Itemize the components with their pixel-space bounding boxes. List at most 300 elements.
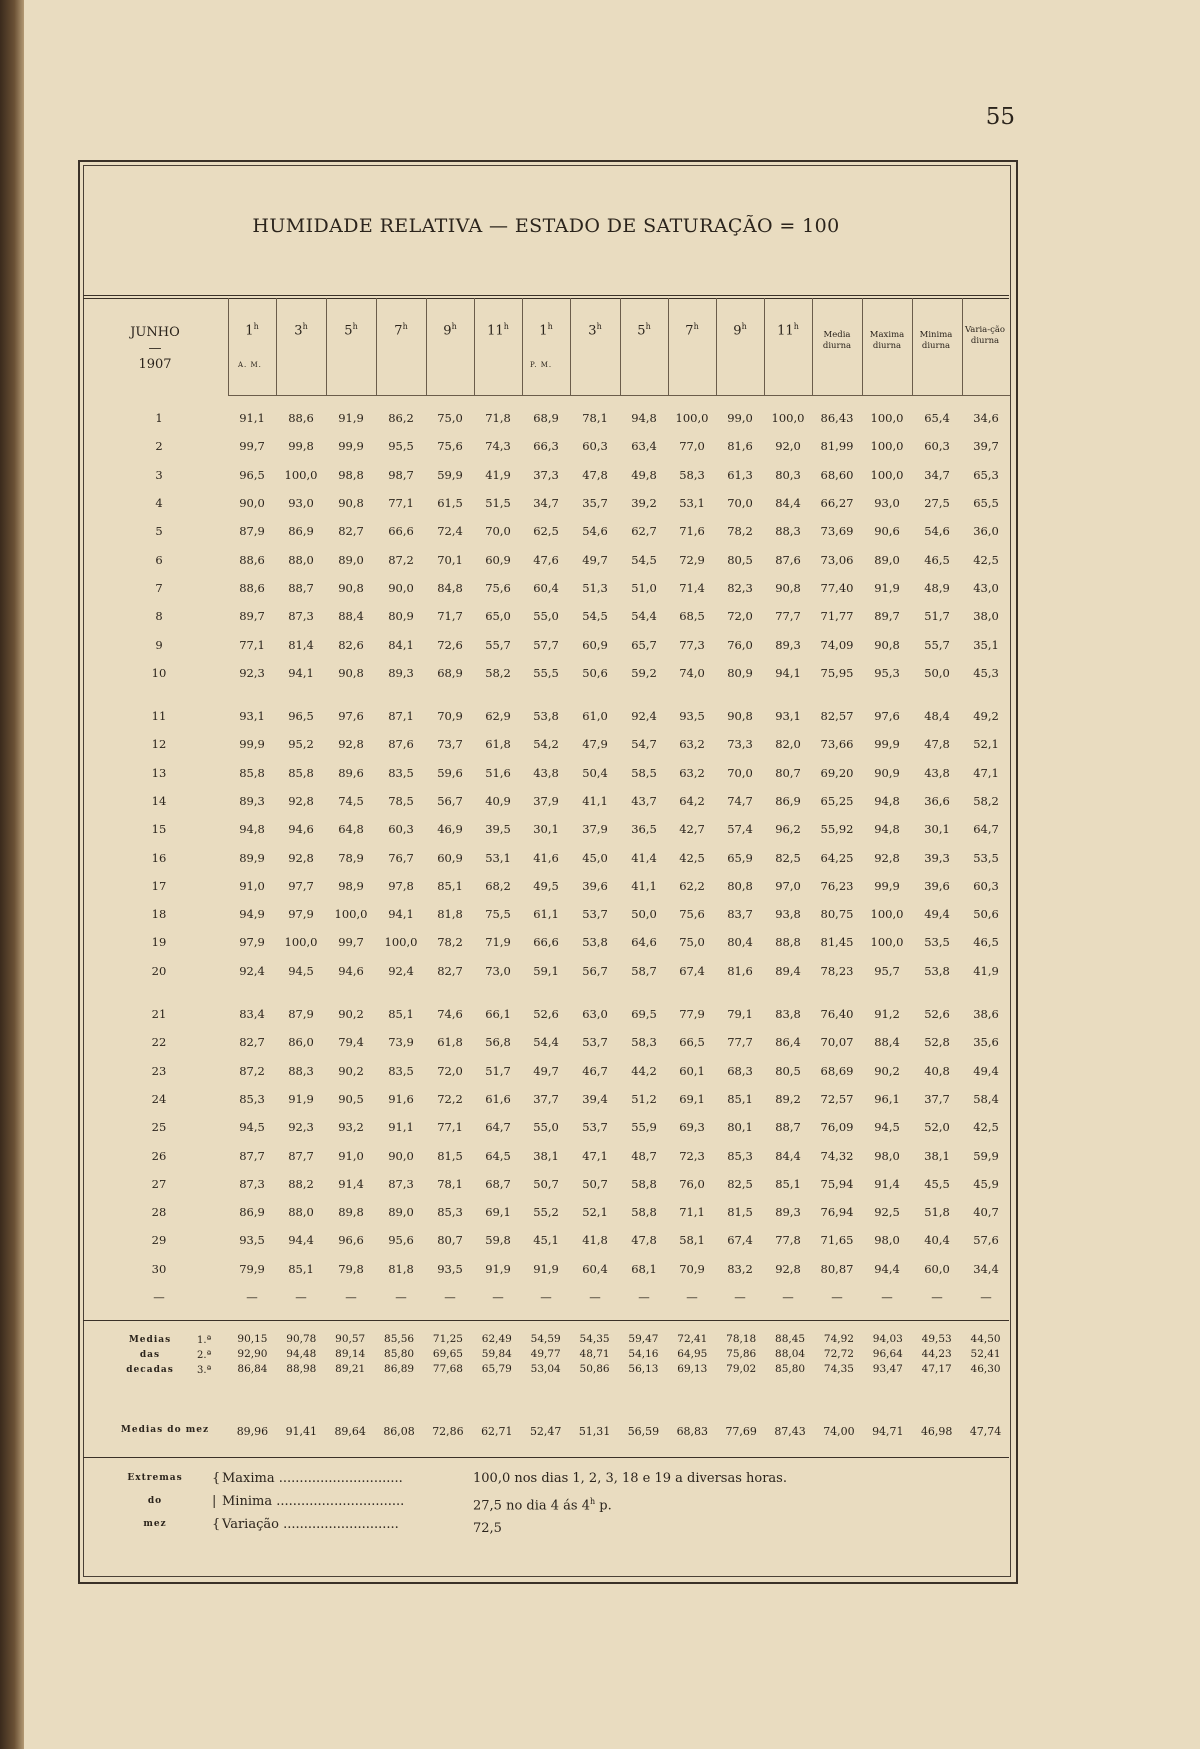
decade-cell: 79,02: [726, 1362, 757, 1375]
table-cell: 78,5: [388, 794, 414, 808]
table-cell: 61,5: [437, 496, 463, 511]
table-row: [90, 1198, 1010, 1226]
month-mean-cell: 89,64: [334, 1424, 366, 1438]
table-cell: 85,8: [288, 765, 314, 780]
table-row: [90, 872, 1010, 900]
table-cell: 79,8: [338, 1261, 364, 1276]
table-cell: 90,6: [874, 524, 900, 539]
table-cell: 94,5: [874, 1120, 900, 1135]
decade-cell: 47,17: [921, 1362, 952, 1375]
hour-header-1: 1$^h$: [245, 322, 259, 339]
table-cell: 39,6: [924, 878, 950, 893]
decade-cell: 53,04: [530, 1362, 561, 1375]
decade-cell: 89,21: [335, 1362, 366, 1375]
table-cell: 71,77: [820, 609, 854, 624]
table-row: [90, 659, 1010, 687]
table-cell: 74,09: [820, 637, 854, 652]
table-cell: 53,5: [924, 935, 950, 950]
table-cell: 68,7: [485, 1176, 511, 1191]
table-cell: 51,7: [924, 609, 950, 624]
decade-ordinal-2: 2.ª: [197, 1350, 212, 1361]
table-cell: 34,6: [973, 411, 999, 426]
table-row: [90, 574, 1010, 602]
table-cell: 51,2: [631, 1091, 657, 1106]
table-cell: 72,2: [437, 1091, 463, 1106]
table-cell: 92,3: [288, 1120, 314, 1135]
table-cell: 74,7: [727, 794, 753, 808]
month-header: [100, 325, 210, 373]
decade-cell: 71,25: [432, 1332, 463, 1345]
table-cell: 59,9: [437, 467, 463, 482]
table-cell: 72,4: [437, 524, 463, 539]
table-cell: 52,0: [924, 1120, 950, 1135]
day-number: 20: [151, 963, 167, 978]
table-cell: 64,7: [485, 1120, 511, 1135]
table-cell: 70,0: [485, 524, 511, 539]
table-cell: 79,9: [239, 1261, 265, 1276]
table-cell: 55,7: [485, 637, 511, 652]
decade-cell: 92,90: [237, 1347, 268, 1360]
table-cell: 49,4: [924, 907, 950, 922]
table-row: [90, 702, 1010, 730]
decade-row: [228, 1346, 1010, 1361]
table-cell: 94,9: [239, 907, 265, 922]
table-cell: 78,9: [338, 850, 364, 865]
table-cell: 51,0: [631, 580, 657, 595]
table-cell: 91,4: [338, 1176, 364, 1191]
table-cell: 93,8: [775, 907, 801, 922]
table-cell: 49,8: [631, 467, 657, 482]
table-cell: 37,3: [533, 467, 559, 482]
table-cell: 75,6: [485, 580, 511, 595]
table-cell: 75,6: [679, 907, 705, 922]
dash-cell: —: [831, 1290, 843, 1305]
minima-value-text: 27,5 no dia 4 ás 4: [473, 1498, 590, 1514]
table-cell: 60,0: [924, 1261, 950, 1276]
decade-cell: 90,78: [286, 1332, 317, 1345]
table-cell: 93,0: [874, 496, 900, 511]
decade-cell: 49,77: [530, 1347, 561, 1360]
table-cell: 88,4: [338, 609, 364, 624]
table-cell: 82,7: [437, 963, 463, 978]
leader-dots: ..............................: [274, 1471, 403, 1486]
table-cell: 94,1: [388, 907, 414, 922]
dash-cell: —: [980, 1290, 992, 1305]
table-cell: 94,8: [874, 794, 900, 808]
table-cell: 82,5: [775, 850, 801, 865]
decade-cell: 50,86: [579, 1362, 610, 1375]
table-cell: 100,0: [870, 935, 904, 950]
table-cell: 89,3: [388, 665, 414, 680]
extremes-brace: { | {: [212, 1471, 221, 1532]
table-cell: 81,6: [727, 439, 753, 454]
table-cell: 72,57: [820, 1091, 854, 1106]
table-cell: 64,5: [485, 1148, 511, 1163]
table-cell: 53,8: [582, 935, 608, 950]
table-cell: 30,1: [924, 822, 950, 837]
table-cell: 54,5: [582, 609, 608, 624]
decade-cell: 62,49: [481, 1332, 512, 1345]
table-cell: 86,43: [820, 411, 854, 426]
table-cell: 71,65: [820, 1233, 854, 1248]
table-cell: 88,0: [288, 1205, 314, 1220]
decade-cell: 44,50: [970, 1332, 1001, 1345]
month-mean-cell: 51,31: [578, 1424, 611, 1438]
table-cell: 46,5: [924, 552, 950, 567]
table-cell: 59,6: [437, 765, 463, 780]
table-cell: 47,1: [973, 765, 999, 780]
table-cell: 94,5: [239, 1120, 265, 1135]
table-cell: 90,8: [874, 637, 900, 652]
table-cell: 77,9: [679, 1007, 705, 1022]
table-cell: 88,6: [239, 552, 265, 567]
table-cell: 85,8: [239, 765, 265, 780]
table-cell: 60,9: [485, 552, 511, 567]
table-row: [90, 630, 1010, 658]
table-cell: 87,6: [388, 737, 414, 752]
decade-cell: 86,84: [237, 1362, 268, 1375]
table-cell: 85,3: [437, 1205, 463, 1220]
table-cell: 88,8: [775, 935, 801, 950]
table-cell: 89,3: [775, 637, 801, 652]
table-cell: 63,0: [582, 1007, 608, 1022]
column-separator: [376, 298, 377, 395]
table-cell: 88,6: [239, 580, 265, 595]
table-cell: 60,3: [973, 878, 999, 893]
table-cell: 58,4: [973, 1091, 999, 1106]
table-cell: 94,8: [874, 822, 900, 837]
table-cell: 52,6: [533, 1007, 559, 1022]
month-mean-cell: 89,96: [236, 1424, 269, 1438]
table-cell: 92,8: [288, 850, 314, 865]
decade-cell: 49,53: [921, 1332, 952, 1345]
table-cell: 77,1: [239, 637, 265, 652]
table-cell: 64,2: [679, 794, 705, 808]
table-cell: 80,9: [388, 609, 414, 624]
table-cell: 88,3: [775, 524, 801, 539]
table-cell: 82,57: [820, 709, 854, 724]
table-cell: 37,9: [533, 794, 559, 808]
table-cell: 90,8: [727, 709, 753, 724]
table-cell: 88,2: [288, 1176, 314, 1191]
table-cell: 38,6: [973, 1007, 999, 1022]
month-mean-cell: 62,71: [481, 1424, 513, 1438]
table-cell: 62,9: [485, 709, 511, 724]
table-cell: 45,1: [533, 1233, 559, 1248]
table-cell: 80,9: [727, 665, 753, 680]
table-cell: 85,1: [288, 1261, 314, 1276]
decade-cell: 96,64: [872, 1347, 903, 1360]
table-cell: 56,7: [582, 963, 608, 978]
table-cell: 94,8: [631, 411, 657, 426]
dash-cell: —: [395, 1290, 407, 1305]
table-cell: 99,7: [239, 439, 265, 454]
decade-cell: 88,04: [775, 1347, 806, 1360]
table-cell: 38,1: [533, 1148, 559, 1163]
table-cell: 66,27: [820, 496, 854, 511]
table-cell: 80,3: [775, 467, 801, 482]
table-row: [90, 545, 1010, 573]
table-cell: 98,8: [338, 467, 364, 482]
table-cell: 87,3: [239, 1176, 265, 1191]
table-cell: 90,0: [239, 496, 265, 511]
table-cell: 82,3: [727, 580, 753, 595]
decade-row: [228, 1331, 1010, 1346]
table-cell: 90,2: [338, 1007, 364, 1022]
table-cell: 87,3: [388, 1176, 414, 1191]
table-cell: 58,3: [679, 467, 705, 482]
table-cell: 100,0: [771, 411, 805, 426]
dash-cell: —: [295, 1290, 307, 1305]
table-cell: 65,3: [973, 467, 999, 482]
dash-cell: —: [638, 1290, 650, 1305]
table-cell: 99,9: [874, 878, 900, 893]
table-cell: 58,1: [679, 1233, 705, 1248]
table-cell: 78,23: [820, 963, 854, 978]
table-cell: 61,0: [582, 709, 608, 724]
table-row: [90, 517, 1010, 545]
hour-header-10: 7$^h$: [685, 322, 699, 339]
table-cell: 54,2: [533, 737, 559, 752]
day-number: 19: [151, 935, 167, 950]
table-cell: 96,2: [775, 822, 801, 837]
table-cell: 71,4: [679, 580, 705, 595]
table-cell: 75,95: [820, 665, 854, 680]
table-cell: 58,2: [973, 794, 999, 808]
table-cell: 49,2: [973, 709, 999, 724]
decade-cell: 90,15: [237, 1332, 268, 1345]
table-cell: 51,8: [924, 1205, 950, 1220]
table-cell: 50,6: [582, 665, 608, 680]
table-cell: 74,0: [679, 665, 705, 680]
hour-header-2: 3$^h$: [294, 322, 308, 339]
table-cell: 73,69: [820, 524, 854, 539]
table-cell: 86,4: [775, 1035, 801, 1050]
table-cell: 84,4: [775, 496, 801, 511]
table-cell: 93,5: [239, 1233, 265, 1248]
table-cell: 74,32: [820, 1148, 854, 1163]
month-mean-cell: 91,41: [285, 1424, 318, 1438]
table-cell: 93,1: [239, 709, 265, 724]
table-cell: 80,7: [775, 765, 801, 780]
dash-cell: —: [540, 1290, 552, 1305]
table-cell: 89,3: [775, 1205, 801, 1220]
table-cell: 69,20: [820, 765, 854, 780]
table-cell: 88,4: [874, 1035, 900, 1050]
table-cell: 53,8: [533, 709, 559, 724]
table-cell: 91,9: [288, 1091, 314, 1106]
table-cell: 90,8: [338, 665, 364, 680]
table-cell: 57,7: [533, 637, 559, 652]
table-cell: 61,6: [485, 1091, 511, 1106]
table-cell: 41,8: [582, 1233, 608, 1248]
extremes-minima-label: Minima: [222, 1494, 273, 1509]
table-cell: 89,0: [874, 552, 900, 567]
table-cell: 62,5: [533, 524, 559, 539]
table-cell: 61,8: [485, 737, 511, 752]
book-binding-edge: [0, 0, 24, 1749]
table-row: [90, 957, 1010, 985]
day-number: 21: [151, 1007, 167, 1022]
month-name: JUNHO: [130, 325, 180, 340]
table-cell: 43,8: [924, 765, 950, 780]
table-cell: 90,0: [388, 580, 414, 595]
extremes-maxima-label: Maxima: [222, 1471, 275, 1486]
table-cell: 91,6: [388, 1091, 414, 1106]
table-cell: 63,2: [679, 765, 705, 780]
table-cell: 84,1: [388, 637, 414, 652]
table-cell: 46,9: [437, 822, 463, 837]
table-cell: 87,1: [388, 709, 414, 724]
table-cell: 41,6: [533, 850, 559, 865]
table-row: [90, 928, 1010, 956]
table-cell: 54,7: [631, 737, 657, 752]
extremes-label: [120, 1467, 190, 1536]
table-cell: 64,25: [820, 850, 854, 865]
header-maxima-diurna: Maxima diurna: [869, 330, 905, 351]
month-means-label: Medias do mez: [120, 1425, 210, 1435]
column-separator: [474, 298, 475, 395]
table-cell: 53,7: [582, 907, 608, 922]
table-cell: 98,9: [338, 878, 364, 893]
table-cell: 52,6: [924, 1007, 950, 1022]
table-cell: 50,0: [631, 907, 657, 922]
table-cell: 97,6: [874, 709, 900, 724]
table-cell: 48,7: [631, 1148, 657, 1163]
header-minima-diurna: Minima diurna: [919, 330, 953, 351]
table-cell: 91,9: [874, 580, 900, 595]
table-cell: 63,2: [679, 737, 705, 752]
table-cell: 86,9: [775, 794, 801, 808]
table-cell: 42,5: [973, 552, 999, 567]
table-cell: 46,7: [582, 1063, 608, 1078]
table-row: [90, 1255, 1010, 1283]
table-cell: 66,6: [533, 935, 559, 950]
table-cell: 48,9: [924, 580, 950, 595]
day-number: 11: [151, 709, 167, 724]
table-cell: 85,1: [388, 1007, 414, 1022]
table-cell: 89,3: [239, 794, 265, 808]
table-cell: 35,1: [973, 637, 999, 652]
decade-cell: 93,47: [872, 1362, 903, 1375]
table-cell: 30,1: [533, 822, 559, 837]
table-cell: 51,6: [485, 765, 511, 780]
table-cell: 50,4: [582, 765, 608, 780]
table-cell: 80,7: [437, 1233, 463, 1248]
day-number: 14: [151, 794, 167, 808]
table-cell: 41,9: [485, 467, 511, 482]
table-cell: 92,0: [775, 439, 801, 454]
table-cell: 41,4: [631, 850, 657, 865]
table-cell: 99,8: [288, 439, 314, 454]
table-cell: 77,1: [437, 1120, 463, 1135]
decade-cell: 89,14: [335, 1347, 366, 1360]
table-row: [90, 787, 1010, 815]
table-cell: 92,8: [775, 1261, 801, 1276]
decade-label-line-3: decadas: [126, 1365, 174, 1375]
decade-cell: 86,89: [384, 1362, 415, 1375]
extremes-top-rule: [83, 1457, 1009, 1458]
table-cell: 81,4: [288, 637, 314, 652]
column-separator: [276, 298, 277, 395]
table-cell: 54,4: [631, 609, 657, 624]
table-cell: 91,1: [239, 411, 265, 426]
decade-cell: 54,16: [628, 1347, 659, 1360]
table-cell: 99,7: [338, 935, 364, 950]
table-cell: 80,1: [727, 1120, 753, 1135]
decade-means-table: [228, 1331, 1010, 1376]
table-cell: 81,45: [820, 935, 854, 950]
month-mean-cell: 52,47: [529, 1424, 562, 1438]
month-mean-cell: 68,83: [676, 1424, 709, 1438]
table-cell: 74,3: [485, 439, 511, 454]
table-row: [90, 843, 1010, 871]
table-cell: 95,3: [874, 665, 900, 680]
decade-ordinal-1: 1.ª: [197, 1335, 212, 1346]
table-cell: 34,7: [533, 496, 559, 511]
table-cell: 55,2: [533, 1205, 559, 1220]
table-cell: 62,2: [679, 878, 705, 893]
day-number: 6: [155, 552, 163, 567]
dash-row: [90, 1283, 1010, 1311]
decade-cell: 64,95: [677, 1347, 708, 1360]
day-number: 22: [151, 1035, 167, 1050]
decade-cell: 78,18: [726, 1332, 757, 1345]
column-separator: [570, 298, 571, 395]
table-cell: 77,8: [775, 1233, 801, 1248]
month-year: 1907: [138, 357, 172, 372]
table-row: [90, 1085, 1010, 1113]
table-cell: 71,1: [679, 1205, 705, 1220]
decade-cell: 59,84: [481, 1347, 512, 1360]
table-cell: 90,8: [338, 580, 364, 595]
table-cell: 49,5: [533, 878, 559, 893]
table-cell: 42,5: [679, 850, 705, 865]
table-cell: 87,7: [288, 1148, 314, 1163]
table-cell: 47,6: [533, 552, 559, 567]
table-cell: 60,4: [582, 1261, 608, 1276]
table-cell: 70,07: [820, 1035, 854, 1050]
table-cell: 83,7: [727, 907, 753, 922]
table-cell: 60,3: [924, 439, 950, 454]
table-cell: 78,2: [727, 524, 753, 539]
table-cell: 77,7: [775, 609, 801, 624]
table-cell: 88,7: [288, 580, 314, 595]
table-cell: 41,1: [631, 878, 657, 893]
table-cell: 69,5: [631, 1007, 657, 1022]
table-cell: 90,2: [874, 1063, 900, 1078]
table-cell: 55,92: [820, 822, 854, 837]
table-cell: 39,2: [631, 496, 657, 511]
table-cell: 81,8: [437, 907, 463, 922]
table-cell: 82,5: [727, 1176, 753, 1191]
table-cell: 55,5: [533, 665, 559, 680]
table-cell: 75,94: [820, 1176, 854, 1191]
table-cell: 57,6: [973, 1233, 999, 1248]
table-cell: 41,9: [973, 963, 999, 978]
month-mean-cell: 56,59: [627, 1424, 660, 1438]
day-number: 23: [151, 1063, 167, 1078]
decade-cell: 75,86: [726, 1347, 757, 1360]
table-cell: 38,1: [924, 1148, 950, 1163]
month-mean-cell: 87,43: [774, 1424, 806, 1438]
table-cell: 45,3: [973, 665, 999, 680]
table-cell: 97,6: [338, 709, 364, 724]
hour-header-5: 9$^h$: [443, 322, 457, 339]
table-cell: 53,7: [582, 1120, 608, 1135]
table-cell: 94,4: [874, 1261, 900, 1276]
extremes-label-line-3: mez: [143, 1519, 167, 1529]
